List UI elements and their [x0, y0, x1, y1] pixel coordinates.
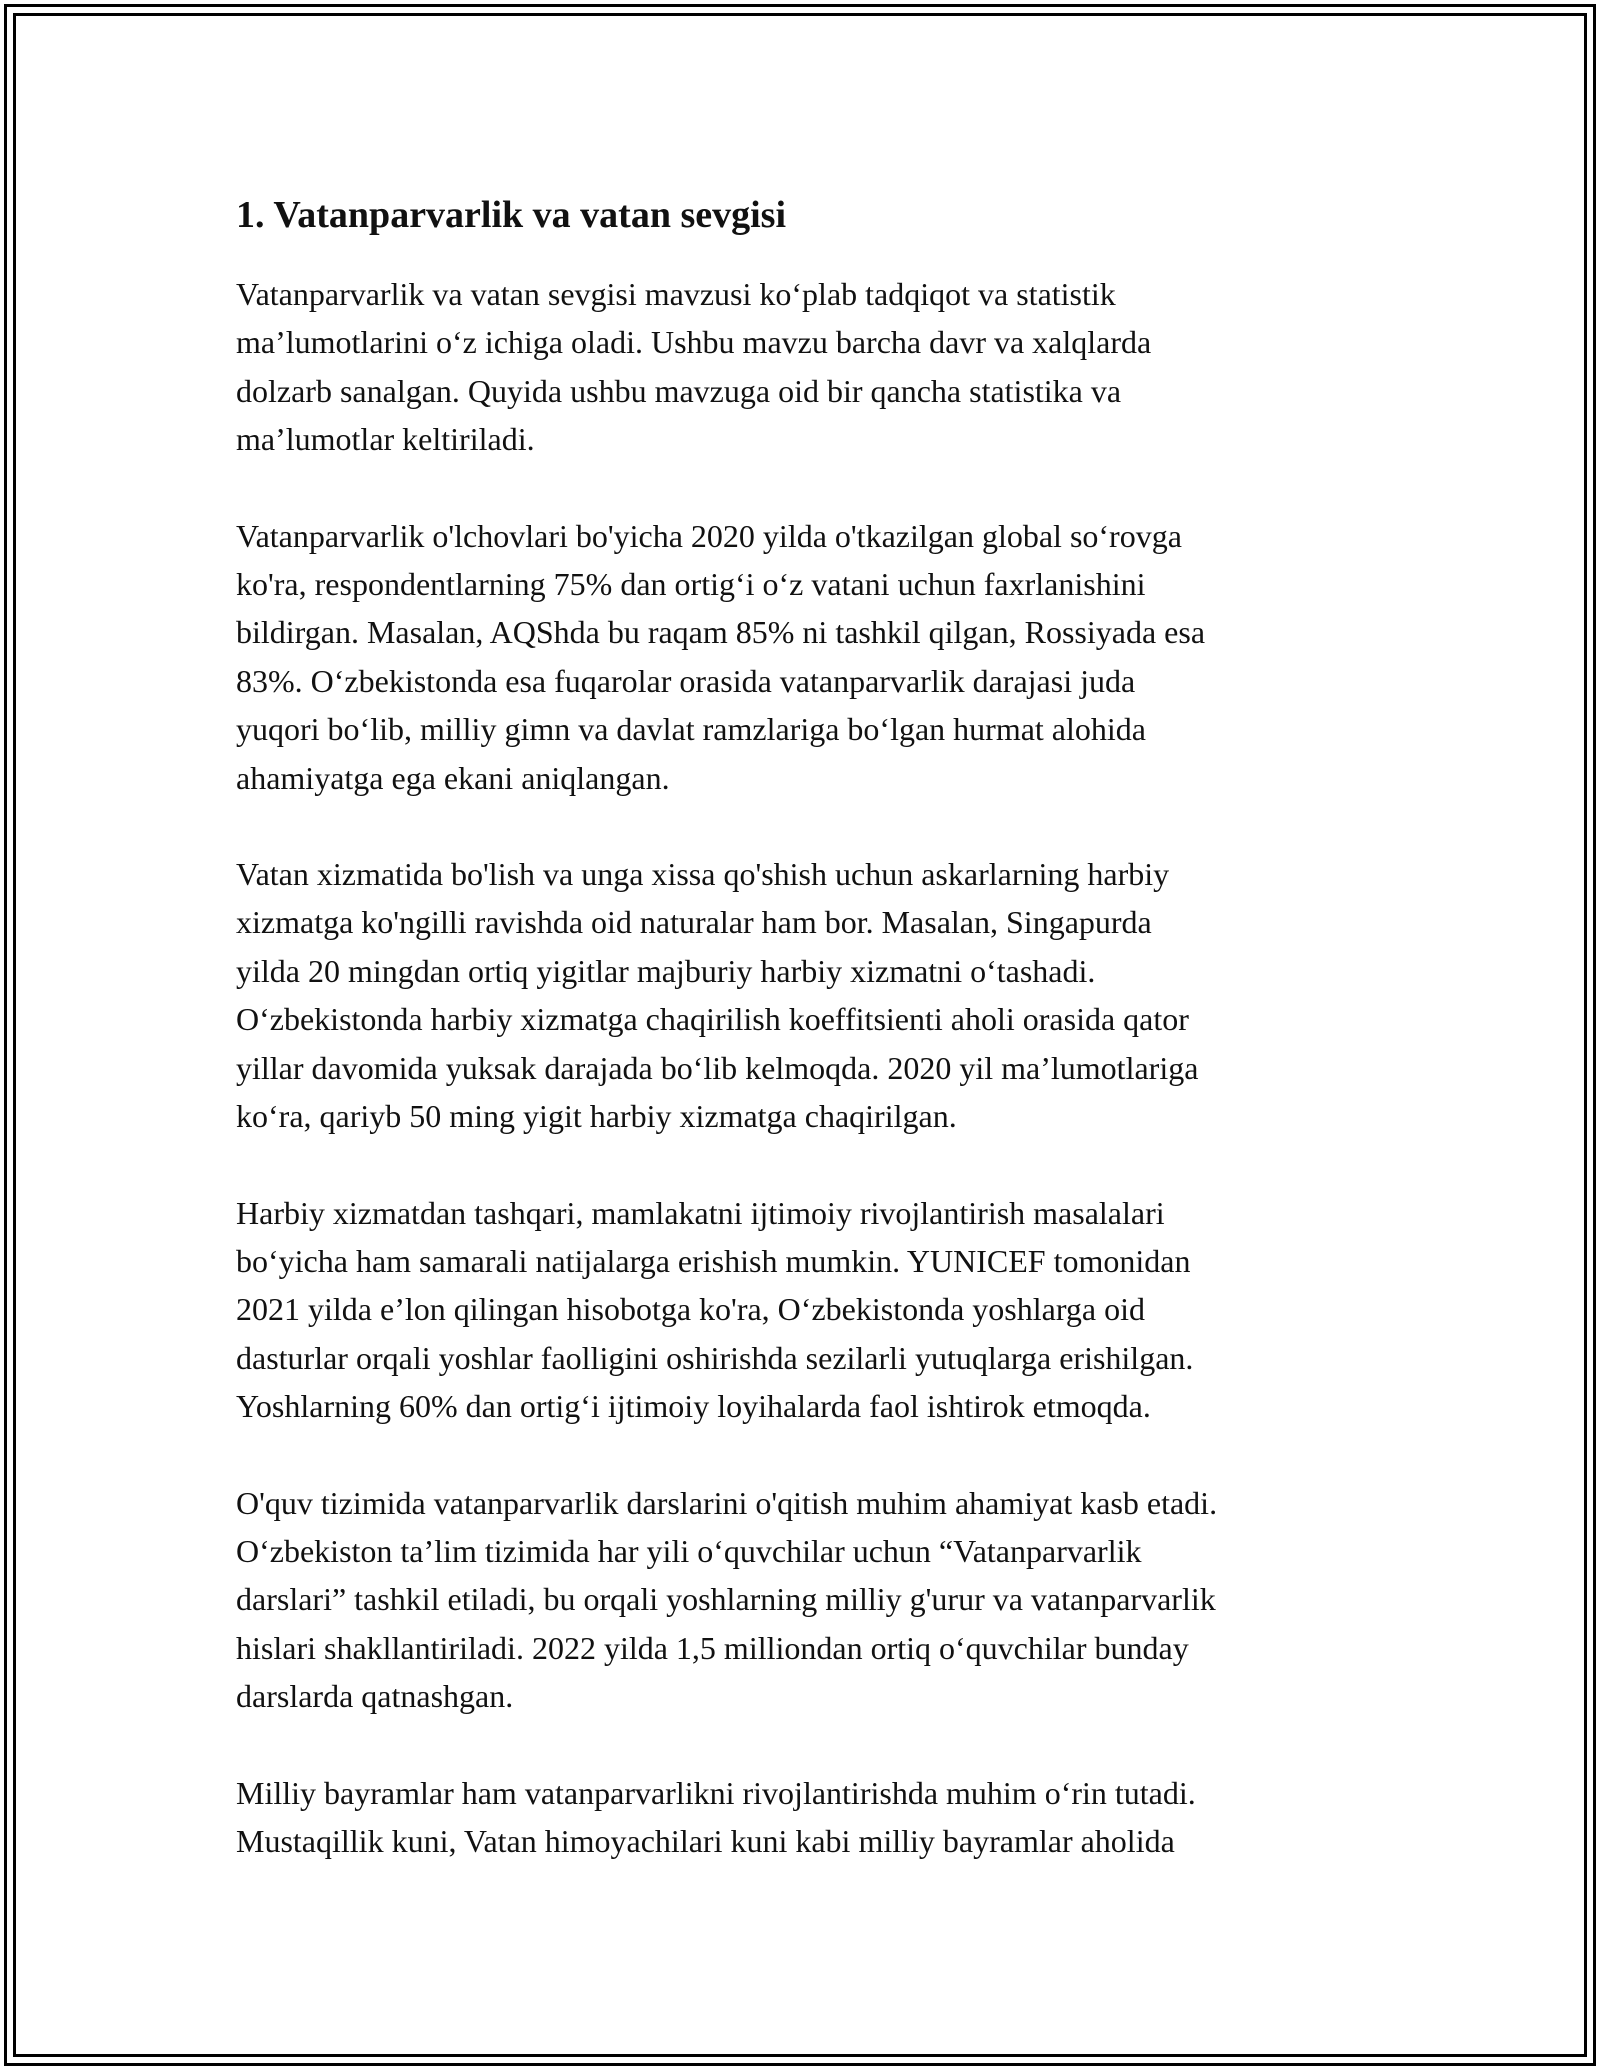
- text-line: yilda 20 mingdan ortiq yigitlar majburiy harbiy xizmatni oʻtashadi.: [236, 952, 1096, 989]
- paragraph-survey: [236, 512, 1376, 802]
- text-line: Harbiy xizmatdan tashqari, mamlakatni ijtimoiy rivojlantirish masalalari: [236, 1194, 1165, 1231]
- text-line: koʻra, qariyb 50 ming yigit harbiy xizmatga chaqirilgan.: [236, 1098, 957, 1135]
- paragraph-education: [236, 1479, 1376, 1721]
- section-heading: 1. Vatanparvarlik va vatan sevgisi: [236, 194, 787, 236]
- text-line: yuqori boʻlib, milliy gimn va davlat ramzlariga boʻlgan hurmat alohida: [236, 711, 1146, 748]
- text-line: dolzarb sanalgan. Quyida ushbu mavzuga oid bir qancha statistika va: [236, 372, 1122, 409]
- paragraph-national-holidays: [236, 1769, 1376, 1866]
- text-line: Vatanparvarlik o'lchovlari bo'yicha 2020 yilda o'tkazilgan global soʻrovga: [236, 517, 1182, 554]
- text-line: xizmatga ko'ngilli ravishda oid naturalar ham bor. Masalan, Singapurda: [236, 904, 1152, 941]
- text-line: 2021 yilda eʼlon qilingan hisobotga ko'ra, Oʻzbekistonda yoshlarga oid: [236, 1291, 1145, 1328]
- text-line: maʼlumotlar keltiriladi.: [236, 421, 535, 458]
- text-line: Milliy bayramlar ham vatanparvarlikni rivojlantirishda muhim oʻrin tutadi.: [236, 1774, 1196, 1811]
- text-line: maʼlumotlarini oʻz ichiga oladi. Ushbu mavzu barcha davr va xalqlarda: [236, 324, 1152, 361]
- text-line: Vatan xizmatida bo'lish va unga xissa qo'shish uchun askarlarning harbiy: [236, 856, 1170, 893]
- text-line: yillar davomida yuksak darajada boʻlib kelmoqda. 2020 yil maʼlumotlariga: [236, 1049, 1199, 1086]
- text-line: hislari shakllantiriladi. 2022 yilda 1,5 milliondan ortiq oʻquvchilar bunday: [236, 1629, 1189, 1666]
- text-line: Yoshlarning 60% dan ortigʻi ijtimoiy loyihalarda faol ishtirok etmoqda.: [236, 1388, 1151, 1425]
- text-line: Oʻzbekistonda harbiy xizmatga chaqirilish koeffitsienti aholi orasida qator: [236, 1001, 1189, 1038]
- paragraph-social-development: [236, 1189, 1376, 1431]
- paragraph-military-service: [236, 850, 1376, 1140]
- text-line: Mustaqillik kuni, Vatan himoyachilari kuni kabi milliy bayramlar aholida: [236, 1822, 1175, 1859]
- text-line: darslarda qatnashgan.: [236, 1678, 514, 1715]
- document-body: [236, 186, 1376, 1913]
- text-line: Vatanparvarlik va vatan sevgisi mavzusi koʻplab tadqiqot va statistik: [236, 276, 1116, 312]
- text-line: darslari” tashkil etiladi, bu orqali yoshlarning milliy g'urur va vatanparvarlik: [236, 1581, 1216, 1618]
- text-line: ko'ra, respondentlarning 75% dan ortigʻi oʻz vatani uchun faxrlanishini: [236, 566, 1146, 603]
- text-line: O'quv tizimida vatanparvarlik darslarini o'qitish muhim ahamiyat kasb etadi.: [236, 1484, 1218, 1521]
- text-line: Oʻzbekiston taʼlim tizimida har yili oʻquvchilar uchun “Vatanparvarlik: [236, 1532, 1142, 1569]
- text-line: 83%. Oʻzbekistonda esa fuqarolar orasida vatanparvarlik darajasi juda: [236, 662, 1136, 699]
- text-line: boʻyicha ham samarali natijalarga erishish mumkin. YUNICEF tomonidan: [236, 1242, 1191, 1279]
- text-line: dasturlar orqali yoshlar faolligini oshirishda sezilarli yutuqlarga erishilgan.: [236, 1339, 1194, 1376]
- text-line: bildirgan. Masalan, AQShda bu raqam 85% ni tashkil qilgan, Rossiyada esa: [236, 614, 1206, 651]
- text-line: ahamiyatga ega ekani aniqlangan.: [236, 759, 670, 796]
- paragraph-intro: [236, 270, 1376, 464]
